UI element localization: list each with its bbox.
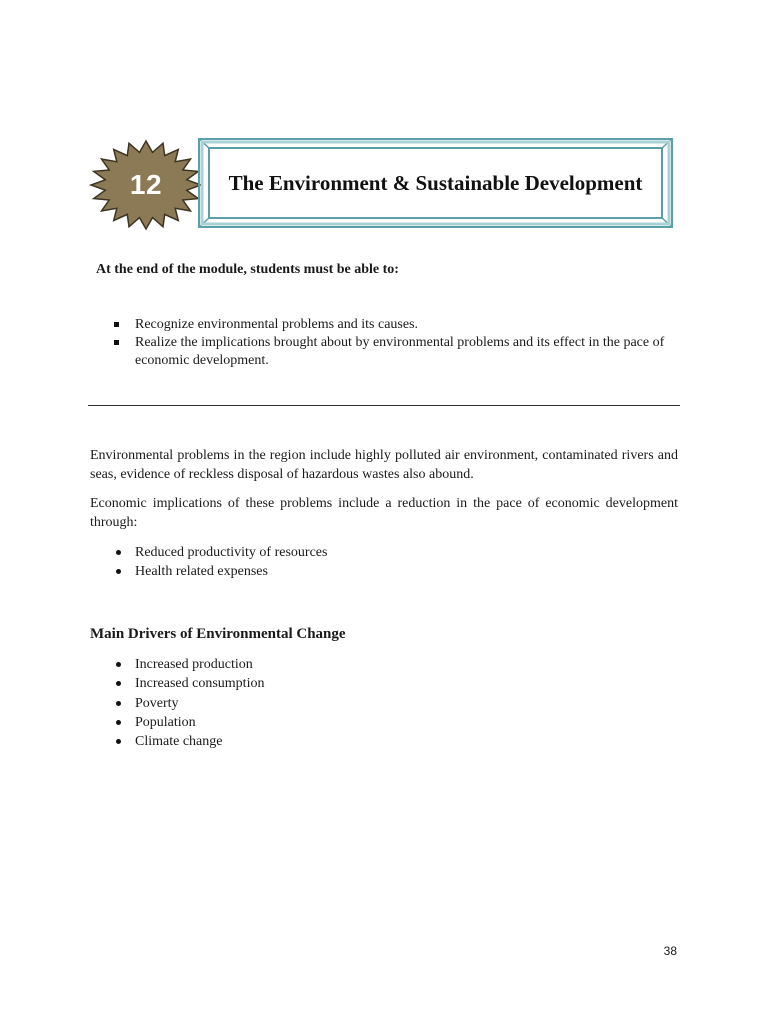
list-item: Increased consumption — [114, 674, 264, 693]
list-item: Realize the implications brought about by environmental problems and its effect in the pace of economic development. — [114, 334, 674, 370]
module-number-badge — [88, 139, 204, 231]
list-item: Population — [114, 713, 264, 732]
list-item: Reduced productivity of resources — [114, 543, 327, 562]
drivers-list — [114, 655, 264, 751]
paragraph-environmental-problems: Environmental problems in the region include highly polluted air environment, contaminated rivers and seas, evidence of reckless disposal of hazardous wastes also abound. — [90, 448, 678, 482]
objectives-list — [114, 316, 674, 370]
list-item: Poverty — [114, 694, 264, 713]
module-number: 12 — [129, 169, 163, 200]
implications-list — [114, 543, 327, 582]
list-item: Recognize environmental problems and its causes. — [114, 316, 674, 334]
drivers-heading: Main Drivers of Environmental Change — [90, 626, 346, 642]
module-title-frame — [198, 138, 673, 228]
page-number: 38 — [663, 944, 677, 958]
objectives-heading: At the end of the module, students must be able to: — [96, 262, 399, 277]
module-title: The Environment & Sustainable Development — [228, 170, 643, 195]
section-divider — [88, 405, 680, 406]
paragraph-economic-implications: Economic implications of these problems include a reduction in the pace of economic development through: — [90, 496, 678, 530]
list-item: Climate change — [114, 732, 264, 751]
list-item: Increased production — [114, 655, 264, 674]
list-item: Health related expenses — [114, 562, 327, 581]
